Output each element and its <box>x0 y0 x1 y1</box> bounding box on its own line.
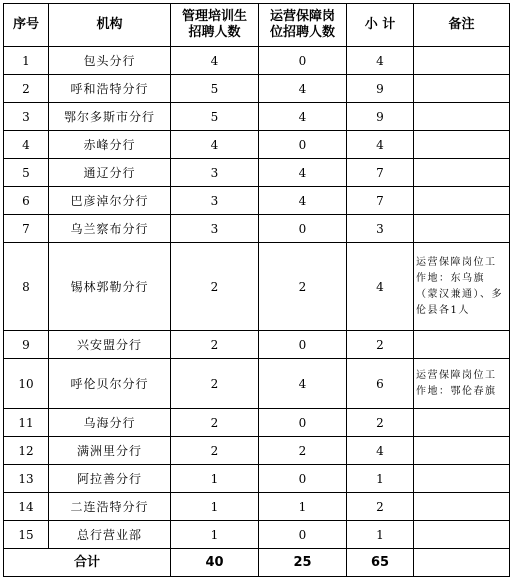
cell-note <box>414 131 510 159</box>
cell-ops: 4 <box>259 359 347 409</box>
cell-note <box>414 103 510 131</box>
cell-mgmt: 4 <box>171 131 259 159</box>
cell-note <box>414 409 510 437</box>
cell-mgmt: 1 <box>171 465 259 493</box>
cell-no: 4 <box>4 131 49 159</box>
cell-note: 运营保障岗位工作地：鄂伦春旗 <box>414 359 510 409</box>
table-row <box>4 75 510 103</box>
table-row <box>4 331 510 359</box>
table-row <box>4 359 510 409</box>
cell-org: 锡林郭勒分行 <box>49 243 171 331</box>
cell-note <box>414 465 510 493</box>
table-row <box>4 47 510 75</box>
cell-note <box>414 75 510 103</box>
cell-mgmt: 4 <box>171 47 259 75</box>
cell-subtotal: 3 <box>347 215 414 243</box>
cell-no: 10 <box>4 359 49 409</box>
cell-subtotal: 1 <box>347 521 414 549</box>
cell-org: 包头分行 <box>49 47 171 75</box>
cell-ops: 0 <box>259 215 347 243</box>
total-row <box>4 549 510 577</box>
table-row <box>4 215 510 243</box>
cell-mgmt: 5 <box>171 75 259 103</box>
cell-note <box>414 493 510 521</box>
cell-ops: 1 <box>259 493 347 521</box>
cell-ops: 0 <box>259 465 347 493</box>
cell-org: 巴彦淖尔分行 <box>49 187 171 215</box>
cell-mgmt: 5 <box>171 103 259 131</box>
cell-ops: 4 <box>259 103 347 131</box>
cell-ops: 2 <box>259 243 347 331</box>
cell-subtotal: 1 <box>347 465 414 493</box>
cell-mgmt: 2 <box>171 437 259 465</box>
cell-mgmt: 2 <box>171 331 259 359</box>
cell-mgmt: 2 <box>171 359 259 409</box>
table-row <box>4 243 510 331</box>
cell-mgmt: 2 <box>171 409 259 437</box>
cell-subtotal: 4 <box>347 243 414 331</box>
cell-no: 6 <box>4 187 49 215</box>
cell-subtotal: 4 <box>347 131 414 159</box>
cell-no: 12 <box>4 437 49 465</box>
cell-mgmt: 3 <box>171 215 259 243</box>
cell-no: 5 <box>4 159 49 187</box>
cell-no: 15 <box>4 521 49 549</box>
cell-ops: 4 <box>259 75 347 103</box>
cell-subtotal: 7 <box>347 187 414 215</box>
cell-subtotal: 2 <box>347 331 414 359</box>
cell-org: 乌海分行 <box>49 409 171 437</box>
cell-subtotal: 2 <box>347 409 414 437</box>
header-org: 机构 <box>49 4 171 47</box>
cell-mgmt: 2 <box>171 243 259 331</box>
total-label: 合计 <box>4 549 171 577</box>
cell-note <box>414 215 510 243</box>
cell-note <box>414 159 510 187</box>
cell-org: 赤峰分行 <box>49 131 171 159</box>
table-row <box>4 465 510 493</box>
cell-note <box>414 437 510 465</box>
cell-org: 总行营业部 <box>49 521 171 549</box>
cell-subtotal: 9 <box>347 75 414 103</box>
header-note: 备注 <box>414 4 510 47</box>
cell-ops: 0 <box>259 331 347 359</box>
table-row <box>4 187 510 215</box>
cell-ops: 0 <box>259 409 347 437</box>
total-mgmt: 40 <box>171 549 259 577</box>
header-mgmt: 管理培训生 招聘人数 <box>171 4 259 47</box>
cell-no: 11 <box>4 409 49 437</box>
cell-ops: 0 <box>259 521 347 549</box>
table-row <box>4 409 510 437</box>
header-row <box>4 4 510 47</box>
cell-no: 3 <box>4 103 49 131</box>
cell-no: 1 <box>4 47 49 75</box>
total-note <box>414 549 510 577</box>
cell-note <box>414 521 510 549</box>
cell-no: 7 <box>4 215 49 243</box>
table-row <box>4 131 510 159</box>
table-row <box>4 493 510 521</box>
cell-org: 二连浩特分行 <box>49 493 171 521</box>
cell-org: 阿拉善分行 <box>49 465 171 493</box>
header-no: 序号 <box>4 4 49 47</box>
cell-no: 8 <box>4 243 49 331</box>
cell-no: 13 <box>4 465 49 493</box>
cell-subtotal: 6 <box>347 359 414 409</box>
cell-org: 兴安盟分行 <box>49 331 171 359</box>
header-subtotal: 小 计 <box>347 4 414 47</box>
header-ops: 运营保障岗 位招聘人数 <box>259 4 347 47</box>
cell-note: 运营保障岗位工作地：东乌旗（蒙汉兼通）、多伦县各1人 <box>414 243 510 331</box>
cell-note <box>414 47 510 75</box>
table-row <box>4 159 510 187</box>
cell-no: 2 <box>4 75 49 103</box>
cell-ops: 4 <box>259 187 347 215</box>
recruitment-table <box>3 3 510 577</box>
cell-mgmt: 1 <box>171 493 259 521</box>
table-row <box>4 521 510 549</box>
cell-ops: 2 <box>259 437 347 465</box>
cell-org: 呼伦贝尔分行 <box>49 359 171 409</box>
cell-subtotal: 2 <box>347 493 414 521</box>
cell-ops: 0 <box>259 131 347 159</box>
cell-subtotal: 9 <box>347 103 414 131</box>
cell-org: 通辽分行 <box>49 159 171 187</box>
cell-subtotal: 4 <box>347 437 414 465</box>
cell-mgmt: 3 <box>171 159 259 187</box>
cell-org: 呼和浩特分行 <box>49 75 171 103</box>
cell-mgmt: 3 <box>171 187 259 215</box>
cell-note <box>414 187 510 215</box>
cell-no: 9 <box>4 331 49 359</box>
cell-note <box>414 331 510 359</box>
total-ops: 25 <box>259 549 347 577</box>
total-subtotal: 65 <box>347 549 414 577</box>
table-row <box>4 437 510 465</box>
cell-subtotal: 4 <box>347 47 414 75</box>
cell-no: 14 <box>4 493 49 521</box>
cell-org: 满洲里分行 <box>49 437 171 465</box>
cell-org: 乌兰察布分行 <box>49 215 171 243</box>
cell-ops: 4 <box>259 159 347 187</box>
table-row <box>4 103 510 131</box>
cell-org: 鄂尔多斯市分行 <box>49 103 171 131</box>
cell-subtotal: 7 <box>347 159 414 187</box>
cell-mgmt: 1 <box>171 521 259 549</box>
cell-ops: 0 <box>259 47 347 75</box>
